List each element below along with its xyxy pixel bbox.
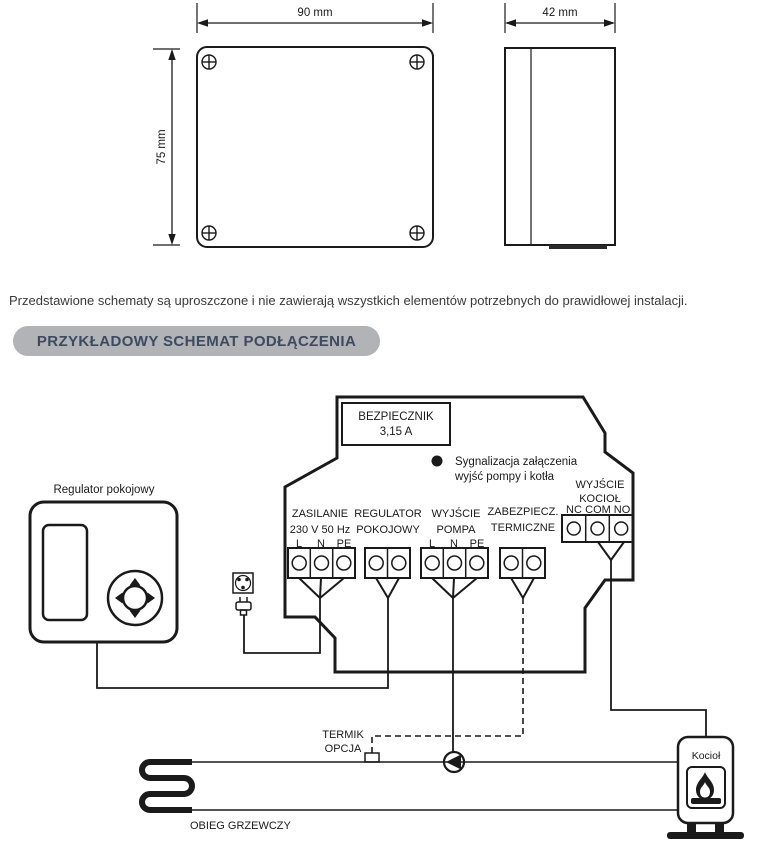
power-l-label: L — [295, 538, 303, 550]
power-wire — [244, 598, 320, 653]
pump-terminal — [421, 548, 488, 598]
front-height-label: 75 mm — [156, 129, 168, 165]
front-view-drawing — [197, 47, 433, 247]
side-width-label: 42 mm — [542, 7, 578, 19]
com-label: COM — [585, 504, 611, 516]
wires — [97, 560, 706, 753]
side-view-foot — [549, 245, 607, 249]
boiler-leg — [687, 823, 696, 833]
thermostat-display — [43, 525, 87, 620]
termik-label-1: TERMIK — [322, 729, 364, 741]
mains-plug-icon — [236, 597, 251, 615]
heating-circuit — [142, 762, 678, 832]
boiler — [667, 737, 744, 839]
side-view-drawing — [505, 48, 615, 249]
front-width-label: 90 mm — [297, 7, 333, 19]
power-terminal — [288, 548, 355, 598]
boiler-output-label-2: KOCIOŁ — [579, 493, 621, 505]
boiler-leg — [715, 823, 724, 833]
boiler-wire — [611, 560, 706, 738]
thermal-protection-wire-dashed — [372, 598, 523, 753]
power-label-1: ZASILANIE — [291, 508, 349, 520]
boiler-output-terminal — [562, 478, 633, 560]
section-header-label: PRZYKŁADOWY SCHEMAT PODŁĄCZENIA — [36, 332, 357, 350]
arrowhead-right-icon — [604, 19, 615, 27]
arrowhead-down-icon — [168, 234, 175, 245]
power-label-2: 230 V 50 Hz — [289, 524, 351, 536]
wiring-schematic — [0, 370, 761, 856]
termik-label-2: OPCJA — [324, 743, 362, 755]
dpad-icon — [108, 571, 162, 625]
boiler-label: Kocioł — [691, 750, 721, 762]
pump-label-1: WYJŚCIE — [431, 508, 481, 520]
room-thermostat-label: Regulator pokojowy — [53, 484, 155, 496]
led-caption-1: Sygnalizacja załączenia — [455, 456, 578, 468]
mains-socket-icon — [233, 573, 253, 593]
side-width-dimension — [505, 3, 615, 33]
room-regulator-terminal — [365, 548, 410, 598]
pump-pe-label: PE — [469, 538, 485, 550]
terminal-blocks — [288, 548, 545, 598]
boiler-base — [667, 832, 744, 839]
arrowhead-up-icon — [168, 49, 175, 60]
led-caption-2: wyjść pompy i kotła — [455, 471, 555, 483]
arrowhead-left-icon — [197, 19, 208, 27]
dimension-drawings — [0, 0, 761, 270]
room-thermostat — [30, 484, 177, 642]
thermal-protection-terminal — [500, 548, 545, 598]
pump-n-label: N — [450, 538, 458, 550]
power-pe-label: PE — [336, 538, 352, 550]
pump-label-2: POMPA — [436, 524, 476, 536]
width-dimension — [197, 3, 433, 33]
nc-label: NC — [566, 504, 582, 516]
no-label: NO — [613, 504, 631, 516]
height-dimension — [153, 49, 180, 245]
thermal-label-2: TERMICZNE — [490, 522, 556, 534]
regulator-label-2: POKOJOWY — [356, 524, 420, 536]
regulator-label-1: REGULATOR — [354, 508, 422, 520]
radiator-coil-icon — [142, 762, 192, 810]
fuse-box — [342, 403, 450, 445]
fuse-label-2: 3,15 A — [379, 426, 413, 438]
pump-l-label: L — [428, 538, 436, 550]
section-header-pill — [13, 326, 380, 356]
thermal-label-1: ZABEZPIECZ. — [487, 506, 559, 518]
signal-led-icon — [432, 456, 443, 467]
arrowhead-left-icon — [505, 19, 516, 27]
disclaimer-note: Przedstawione schematy są uproszczone i nie zawierają wszystkich elementów potrzebnych do prawidłowej instalacji. — [9, 293, 688, 308]
arrowhead-right-icon — [422, 19, 433, 27]
screw-icon — [202, 55, 424, 240]
boiler-output-label-1: WYJŚCIE — [575, 479, 625, 491]
pump-icon — [444, 752, 464, 772]
power-n-label: N — [317, 538, 325, 550]
termik-component — [322, 729, 379, 762]
terminal-labels — [290, 506, 559, 550]
heating-circuit-label: OBIEG GRZEWCZY — [190, 820, 291, 832]
fuse-label-1: BEZPIECZNIK — [358, 411, 434, 423]
